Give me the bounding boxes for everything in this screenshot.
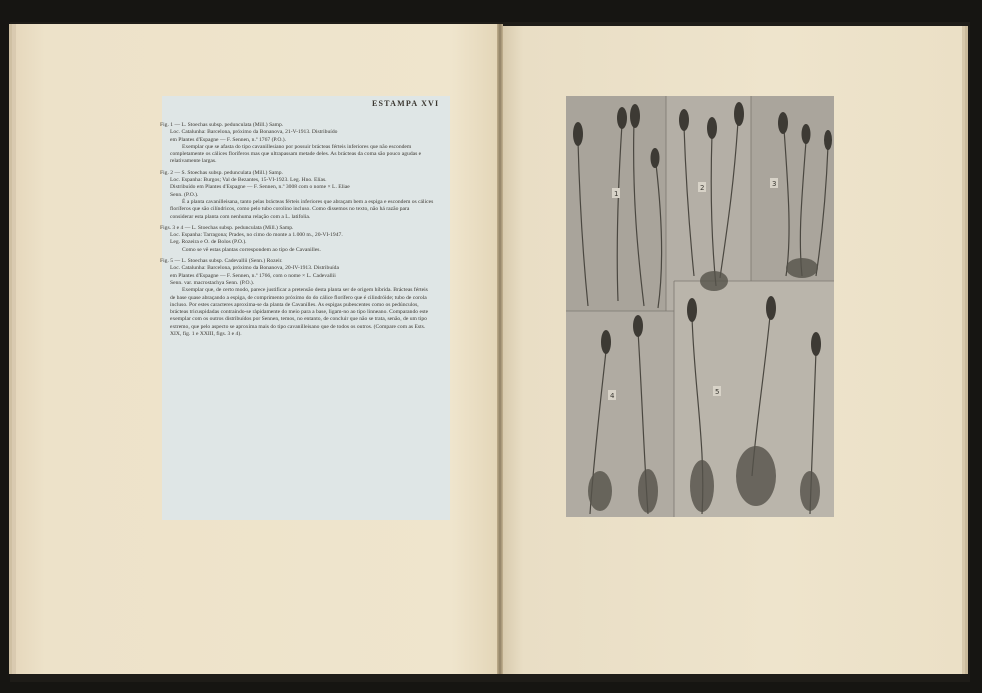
figure-number: 5 — [715, 388, 720, 396]
caption-heading: Fig. 2 — S. Stoechas subsp. pedunculata (Mill.) Samp. — [160, 169, 283, 176]
caption-line: Loc. Catalunha: Barcelona, próximo da Bonanova, 20-IV-1913. Distribuída — [170, 265, 339, 272]
plate-photograph — [566, 96, 834, 517]
caption-line: Leg. Rozeira e O. de Bolos (P.O.). — [170, 239, 247, 246]
caption-paragraph: Como se vê estas plantas correspondem ao tipo de Cavanilles. — [182, 246, 321, 253]
panel-3 — [751, 96, 834, 281]
caption-line: em Plantes d'Espagne — F. Sennen, n.º 1767 (P.O.). — [170, 136, 287, 143]
caption-paragraph: Exemplar que, de certo modo, parece justificar a pretensão desta planta ser de origem híbrida. Brácteas férteis de base quase abraçando a espiga, de comprimento próximo do do cálice florífero que é cilindróide; tubo de corola incluso. Por estes caracteres aproxima-se da planta de Cavanilles. As espigas pubescentes como os pedúnculos, brácteas tricuspidadas contraindo-se ràpidamente do meio para a base, ligam-no ao tipo linneano. Comparando este exemplar com os outros distribuídos por Sennen, temos, no entanto, de concluir que não se trata, senão, de um tipo extremo, que pelo aspecto se aproxima mais do tipo cavanilleisano que de todos os outros. (Compare com as Ests. XIX, fig. 1 e XXIII, figs. 3 e 4). — [170, 287, 429, 338]
caption-line: Loc. Espanha: Burgos; Val de Bezantes, 15-VI-1923. Leg. Hno. Elías. — [170, 177, 327, 184]
figure-captions — [160, 122, 434, 342]
caption-paragraph: É a planta cavanilleisana, tanto pelas brácteas férteis inferiores que abraçam bem a espiga e escondem os cálices floríferos que são cilíndricos, como pelo tubo corolino incluso. Como dissemos no texto, não há razão para considerar esta planta com nenhuma relação com a L. latifolia. — [170, 198, 434, 220]
figure-number: 3 — [772, 180, 777, 188]
herbarium-photo-plate — [566, 96, 834, 517]
caption-heading: Fig. 1 — L. Stoechas subsp. pedunculata (Mill.) Samp. — [160, 122, 284, 128]
caption-heading: Fig. 5 — L. Stoechas subsp. Cadevallii (Senn.) Rozeir. — [160, 258, 283, 265]
caption-line: Loc. Espanha: Tarragona; Prades, no cimo do monte a 1.000 m., 20-VI-1947. — [170, 232, 343, 239]
figure-number: 1 — [614, 190, 619, 198]
caption-line: Distribuído em Plantes d'Espagne — F. Sennen, n.º 3008 com o nome × L. Eliae — [170, 184, 350, 191]
caption-line: Loc. Catalunha: Barcelona, próximo da Bonanova, 21-V-1913. Distribuído — [170, 129, 338, 136]
figure-number: 4 — [610, 392, 615, 400]
plate-title: ESTAMPA XVI — [372, 99, 440, 108]
panel-4 — [566, 311, 674, 517]
caption-line: Senn. (P.O.). — [170, 191, 199, 198]
caption-fig-2 — [160, 170, 434, 221]
book-gutter — [497, 24, 503, 674]
caption-line: em Plantes d'Espagne — F. Sennen, n.º 1766, com o nome × L. Cadevallii — [170, 272, 336, 279]
caption-line: Senn. var. macrostachya Senn. (P.O.). — [170, 279, 255, 286]
caption-fig-5 — [160, 258, 434, 338]
caption-fig-1 — [160, 122, 434, 166]
caption-paragraph: Exemplar que se afasta do tipo cavanillesiano por possuir brácteas férteis inferiores que não escondem completamente os cálices floríferos mas que ultrapassam metade deles. As brácteas da coma são pouco agudas e relativamente largas. — [170, 143, 422, 165]
caption-figs-3-4 — [160, 225, 434, 254]
figure-number: 2 — [700, 184, 705, 192]
caption-heading: Figs. 3 e 4 — L. Stoechas subsp. pedunculata (Mill.) Samp. — [160, 224, 294, 231]
